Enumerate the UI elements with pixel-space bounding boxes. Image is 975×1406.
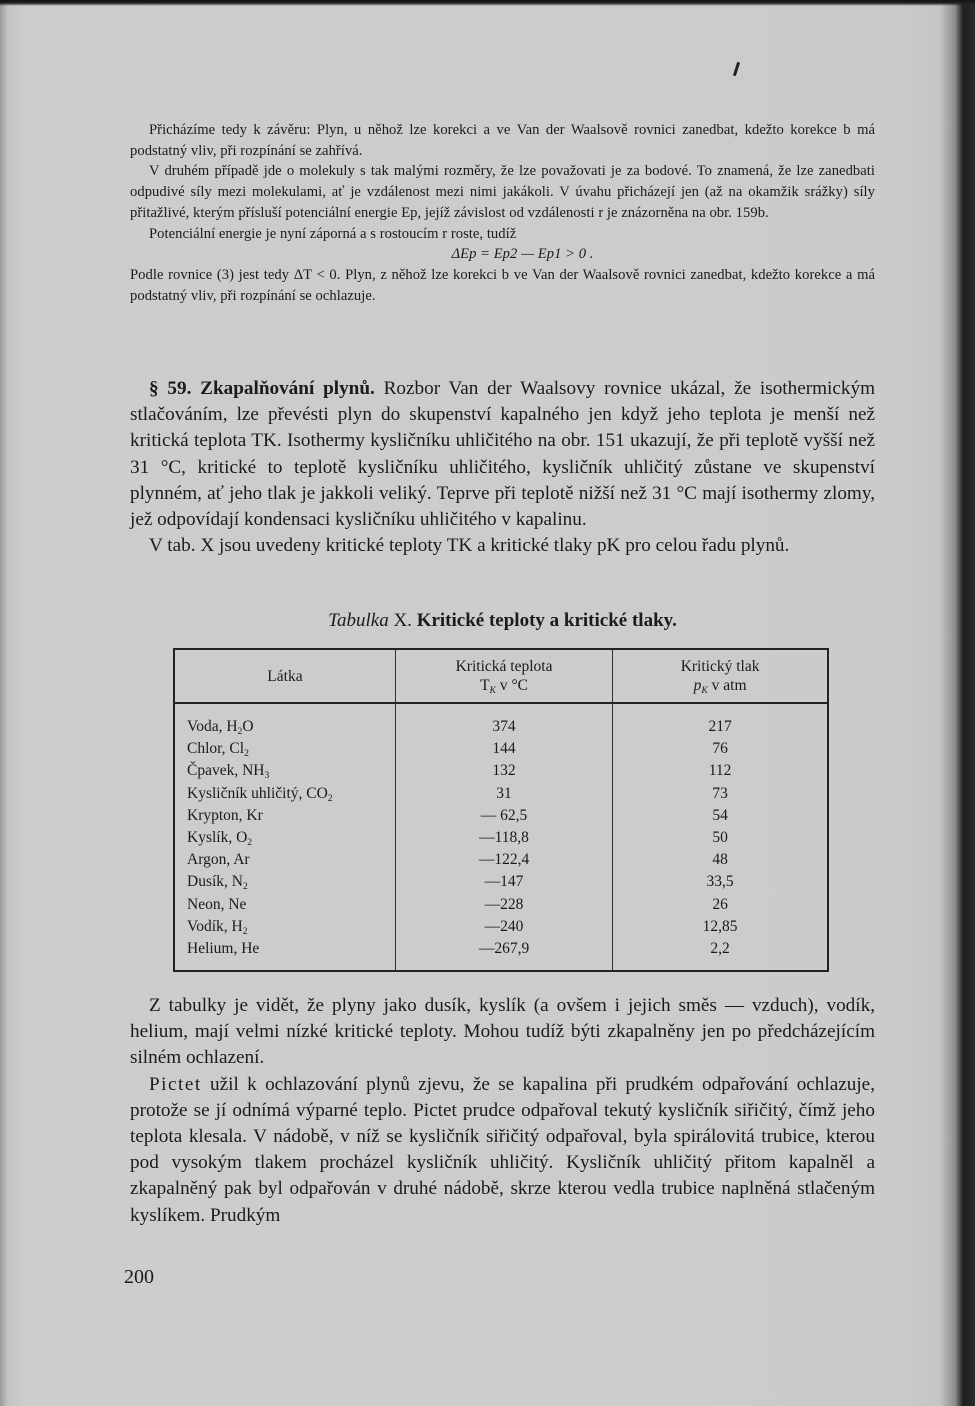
table-row <box>174 703 828 738</box>
cell-substance <box>174 760 395 782</box>
caption-number: X. <box>393 610 412 631</box>
table-row <box>174 738 828 760</box>
page-top-edge <box>0 0 975 6</box>
cell-critical-pressure: 26 <box>712 895 728 913</box>
cell-substance <box>174 783 395 805</box>
table-row <box>174 849 828 871</box>
formula-subscript: 2 <box>242 925 248 937</box>
bottom-text-block <box>130 993 875 1229</box>
pictet-text: užil k ochlazování plynů zjevu, že se kapalina při prudkém odpařování ochlazuje, protože se jí odnímá výparné teplo. Pictet prudce odpařoval tekutý kysličník siřičitý, čímž jeho teplota klesala. V nádobě, v níž se kysličník siřičitý odpařoval, byla spirálovitá trubice, kterou pod vysokým tlakem procházel kysličník uhličitý. Kysličník uhličitý přitom kapalněl a zkapalněný pak byl odpařován v druhé nádobě, skrze kterou vedla trubice naplněná stlačeným kyslíkem. Prudkým <box>130 1073 875 1226</box>
substance-name: Vodík, H <box>187 917 243 935</box>
cell-critical-pressure: 48 <box>712 851 728 869</box>
critical-values-table <box>173 648 829 972</box>
section-text: Rozbor Van der Waalsovy rovnice ukázal, že isothermickým stlačováním, lze převésti plyn do skupenství kapalného jen když jeho teplota je menší než kritická teplota TK. Isothermy kysličníku uhličitého na obr. 151 ukazují, že při teplotě vyšší než 31 °C, kritické to teplotě kysličníku uhličitého, kysličník uhličitý zůstane ve skupenství plynném, ať jeho tlak je jakkoli veliký. Teprve při teplotě nižší než 31 °C mají isothermy zlomy, jež odpovídají kondensaci kysličníku uhličitého v kapalinu. <box>130 378 875 531</box>
substance-name: Neon, Ne <box>187 895 247 913</box>
formula-tail: O <box>242 718 254 735</box>
table-row <box>174 760 828 782</box>
table-row <box>174 783 828 805</box>
name-pictet: Pictet <box>149 1073 202 1095</box>
table-header-row <box>174 649 828 703</box>
paragraph-conclusion: Přicházíme tedy k závěru: Plyn, u něhož lze korekci a ve Van der Waalsově rovnici zanedbat, kdežto korekce b má podstatný vliv, při rozpínání se zahřívá. <box>130 122 875 159</box>
substance-name: Dusík, N <box>187 873 243 891</box>
table-row <box>174 827 828 849</box>
substance-name: Helium, He <box>187 940 260 958</box>
substance-name: Voda, H <box>187 718 238 735</box>
cell-critical-pressure: 2,2 <box>710 940 730 958</box>
header-press-symbol: p <box>693 677 702 694</box>
section-paragraph-2: V tab. X jsou uvedeny kritické teploty TK a kritické tlaky pK pro celou řadu plynů. <box>149 535 790 557</box>
cell-critical-temperature: —147 <box>395 871 612 893</box>
cell-substance <box>174 827 395 849</box>
header-temp-label: Kritická teplota <box>455 658 553 675</box>
cell-critical-temperature: — 62,5 <box>395 805 612 827</box>
cell-substance <box>174 703 395 738</box>
section-paragraph-1 <box>130 376 875 533</box>
cell-critical-temperature: —267,9 <box>395 938 612 971</box>
cell-substance <box>174 894 395 916</box>
header-critical-pressure <box>613 649 828 703</box>
section-59 <box>130 376 875 559</box>
header-press-label: Kritický tlak <box>680 658 760 675</box>
paragraph-cooling: Podle rovnice (3) jest tedy ΔT < 0. Plyn, z něhož lze korekci b ve Van der Waalsově rovnici zanedbat, kdežto korekce a má podstatný vliv, při rozpínání se ochlazuje. <box>130 266 875 304</box>
cell-critical-temperature: 144 <box>395 738 612 760</box>
cell-critical-temperature: —228 <box>395 894 612 916</box>
cell-critical-pressure: 33,5 <box>706 873 734 891</box>
caption-title: Kritické teploty a kritické tlaky. <box>416 610 677 631</box>
cell-substance <box>174 738 395 760</box>
top-text-block <box>130 120 875 306</box>
header-substance: Látka <box>174 649 395 703</box>
substance-name: Krypton, Kr <box>187 806 263 824</box>
table-row <box>174 805 828 827</box>
table-row <box>174 894 828 916</box>
caption-label: Tabulka <box>328 610 389 631</box>
substance-name: Čpavek, NH <box>187 762 265 780</box>
substance-name: Kyslík, O <box>187 829 248 847</box>
cell-substance <box>174 805 395 827</box>
header-temp-symbol: T <box>480 677 490 694</box>
substance-name: Kysličník uhličitý, CO <box>187 784 328 802</box>
table-body <box>174 703 828 971</box>
cell-critical-pressure: 112 <box>708 762 732 780</box>
cell-critical-pressure: 217 <box>708 718 732 735</box>
section-heading: § 59. Zkapalňování plynů. <box>149 378 375 399</box>
cell-critical-temperature: 374 <box>395 703 612 738</box>
cell-critical-pressure: 12,85 <box>702 917 738 935</box>
cell-substance <box>174 849 395 871</box>
substance-name: Argon, Ar <box>187 851 250 869</box>
formula-subscript: 2 <box>237 725 243 737</box>
formula-subscript: 2 <box>242 881 248 893</box>
formula-subscript: 2 <box>247 836 253 848</box>
header-press-subscript: K <box>701 684 708 696</box>
header-press-unit: v atm <box>711 677 747 694</box>
cell-critical-pressure: 73 <box>712 784 728 802</box>
paragraph-second-case: V druhém případě jde o molekuly s tak malými rozměry, že lze považovati je za bodové. To znamená, že lze zanedbati odpudivé síly mezi molekulami, ať je vzdálenost mezi nimi jakákoli. V úvahu přicházejí jen (až na okamžik srážky) síly přitažlivé, kterým přísluší potenciální energie Ep, jejíž závislost od vzdálenosti r je znázorněna na obr. 159b. <box>130 163 875 221</box>
header-temp-subscript: K <box>489 684 496 696</box>
paragraph-pictet <box>130 1072 875 1229</box>
cell-critical-temperature: 132 <box>395 760 612 782</box>
formula-subscript: 2 <box>244 748 249 760</box>
page-number: 200 <box>124 1266 154 1288</box>
header-temp-unit: v °C <box>499 677 528 694</box>
paragraph-potential-energy: Potenciální energie je nyní záporná a s rostoucím r roste, tudíž <box>149 225 517 242</box>
table-row <box>174 938 828 971</box>
substance-name: Chlor, Cl <box>187 740 245 758</box>
cell-critical-temperature: 31 <box>395 783 612 805</box>
formula-subscript: 3 <box>264 770 270 782</box>
formula-subscript: 2 <box>327 792 333 804</box>
cell-critical-temperature: —122,4 <box>395 849 612 871</box>
cell-critical-temperature: —118,8 <box>395 827 612 849</box>
table-row <box>174 871 828 893</box>
cell-critical-pressure: 76 <box>712 740 728 758</box>
equation-delta-ep: ΔEp = Ep2 — Ep1 > 0 . <box>451 246 594 263</box>
table-row <box>174 916 828 938</box>
paragraph-low-critical: Z tabulky je vidět, že plyny jako dusík, kyslík (a ovšem i jejich směs — vzduch), vodík, helium, mají velmi nízké kritické teploty. Mohou tudíž býti zkapalněny jen po předcházejícím silném ochlazení. <box>130 995 875 1069</box>
header-critical-temperature <box>395 649 612 703</box>
ink-mark <box>733 62 740 76</box>
cell-critical-pressure: 50 <box>712 829 728 847</box>
cell-substance <box>174 916 395 938</box>
cell-substance <box>174 938 395 971</box>
cell-substance <box>174 871 395 893</box>
cell-critical-temperature: —240 <box>395 916 612 938</box>
table-caption <box>130 610 875 632</box>
cell-critical-pressure: 54 <box>712 806 728 824</box>
